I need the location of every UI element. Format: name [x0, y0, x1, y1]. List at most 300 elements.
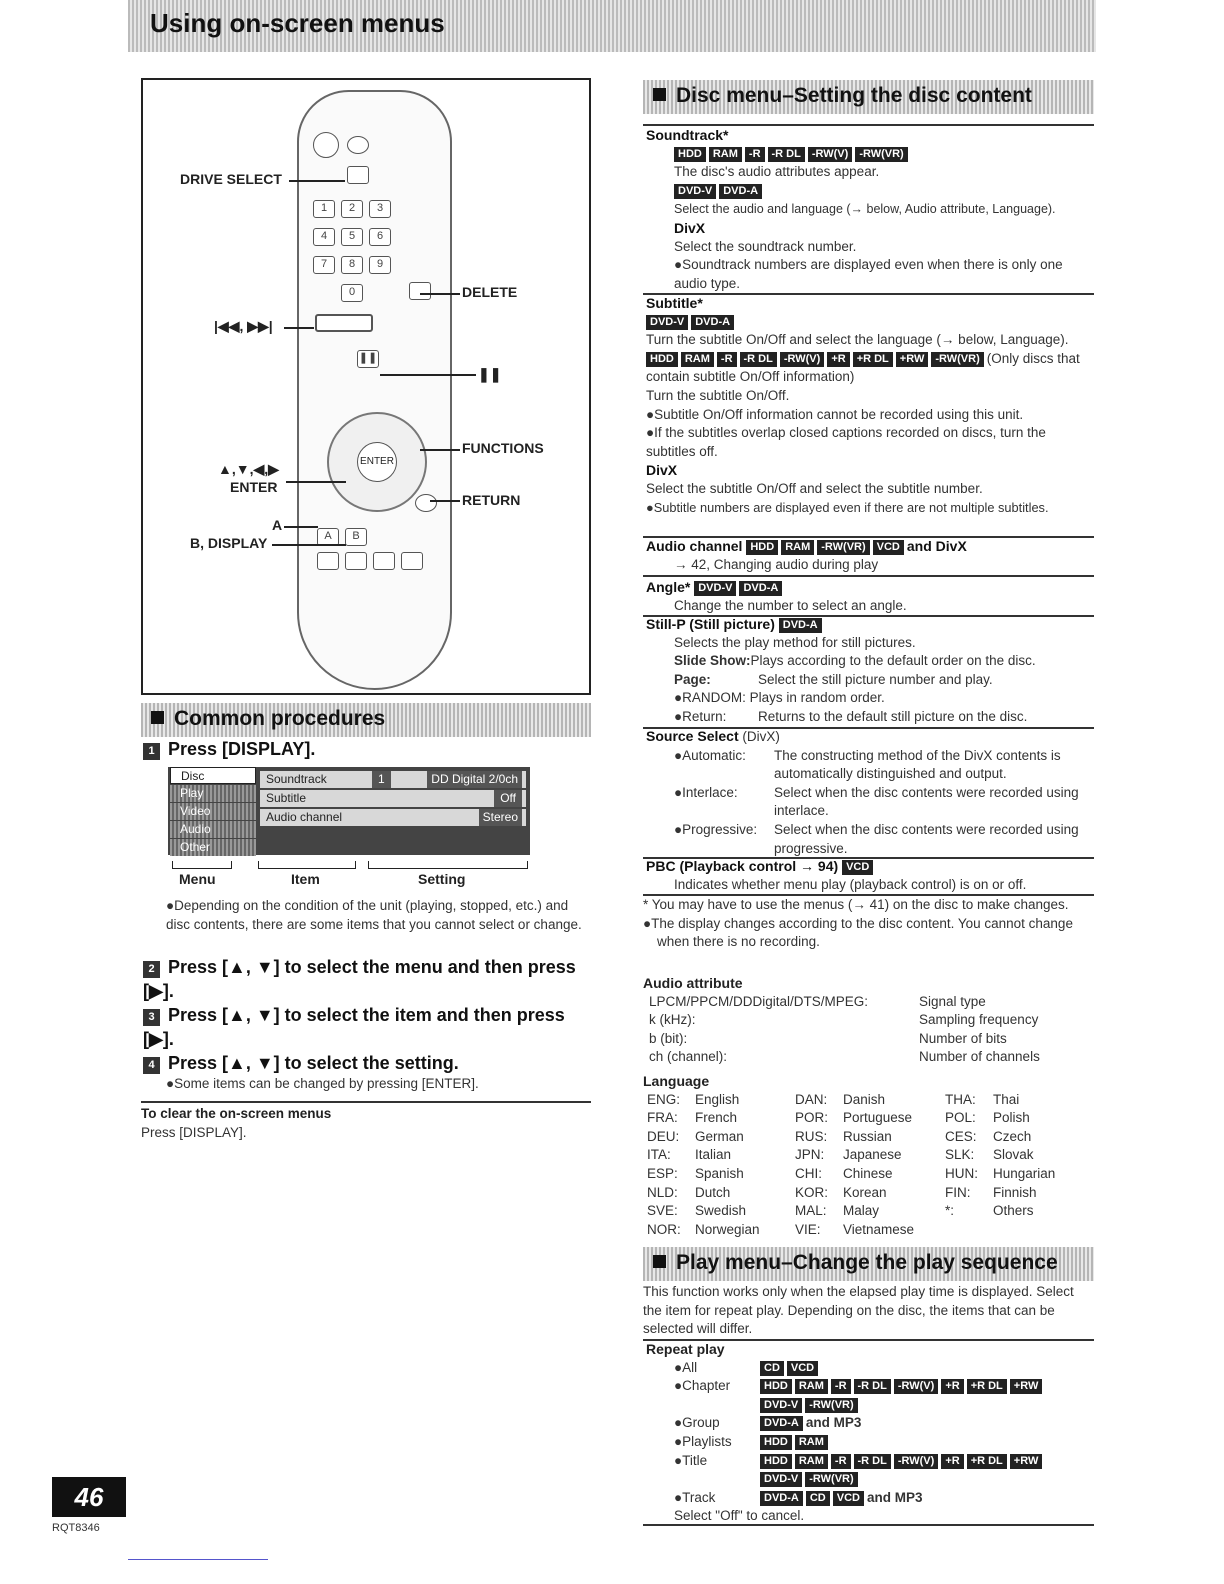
footnotes	[643, 896, 1094, 952]
disc-type-badge: VCD	[873, 540, 904, 555]
step-text: Press [▲, ▼] to select the menu and then press [▶].	[143, 957, 576, 1001]
disc-type-badge: +R	[941, 1379, 963, 1394]
disc-type-badge: CD	[760, 1361, 784, 1376]
on-screen-menu-example	[168, 767, 530, 855]
item-text: Returns to the default still picture on the disc.	[758, 708, 1028, 724]
repeat-option: ●Title	[674, 1452, 708, 1468]
delete-key	[409, 282, 431, 300]
disc-type-badge: DVD-A	[779, 618, 822, 633]
disc-type-badge: DVD-V	[674, 184, 716, 199]
disc-type-badge: RAM	[709, 147, 742, 162]
language-row	[647, 1165, 1083, 1184]
repeat-option: ●Track	[674, 1489, 716, 1505]
step-number-icon: 2	[143, 961, 160, 978]
language-name: Italian	[695, 1147, 732, 1163]
disc-type-badge: DVD-A	[739, 581, 782, 596]
disc-type-badge: -R	[745, 147, 765, 162]
language-name: Russian	[843, 1128, 892, 1144]
item-text: and DivX	[906, 538, 967, 554]
legend-menu: Menu	[179, 871, 216, 887]
key-label: Page:	[674, 671, 711, 687]
item-text: Select the still picture number and play.	[758, 671, 993, 687]
bracket-setting	[368, 861, 528, 869]
disc-type-badge: +R DL	[967, 1454, 1007, 1469]
disc-type-badge: -RW(VR)	[931, 352, 983, 367]
pause-key: ❚❚	[357, 350, 379, 368]
language-row	[647, 1184, 1083, 1203]
osd-value: Off	[494, 790, 522, 807]
key-9: 9	[369, 256, 391, 274]
step-number-icon: 4	[143, 1057, 160, 1074]
badges	[760, 1452, 1045, 1471]
key-extra-3	[373, 552, 395, 570]
language-name: Thai	[993, 1091, 1020, 1107]
key-3: 3	[369, 200, 391, 218]
disc-type-badge: HDD	[760, 1379, 792, 1394]
play-menu-heading	[643, 1247, 1094, 1281]
disc-type-badge: VCD	[842, 860, 873, 875]
badges	[760, 1414, 806, 1433]
item-text: ●Soundtrack numbers are displayed even when there is only one audio type.	[674, 257, 1063, 291]
key-2: 2	[341, 200, 363, 218]
key-5: 5	[341, 228, 363, 246]
divider	[643, 575, 1094, 577]
repeat-option: ●All	[674, 1359, 698, 1375]
callout-return: RETURN	[462, 492, 521, 508]
key-extra-4	[401, 552, 423, 570]
osd-menu-play: Play	[170, 785, 256, 802]
footnote: ●The display changes according to the disc content. You cannot change when there is no recording.	[643, 915, 1073, 950]
disc-type-badge: -RW(V)	[894, 1454, 938, 1469]
disc-type-badge: -R	[831, 1379, 851, 1394]
key-8: 8	[341, 256, 363, 274]
attribute-row	[643, 993, 1094, 1012]
power-button-icon	[313, 132, 339, 158]
item-text: Select "Off" to cancel.	[674, 1508, 805, 1524]
soundtrack-block	[646, 126, 1094, 293]
disc-type-badge: HDD	[760, 1435, 792, 1450]
badges	[746, 538, 907, 554]
language-code: POR:	[795, 1110, 829, 1126]
item-title: Soundtrack*	[646, 127, 729, 143]
language-name: German	[695, 1128, 744, 1144]
key-extra-1	[317, 552, 339, 570]
language-code: NOR:	[647, 1221, 681, 1237]
badges	[760, 1489, 867, 1508]
leader-line	[380, 374, 476, 376]
item-text: The constructing method of the DivX contents is automatically distinguished and output.	[774, 747, 1061, 782]
osd-value: Stereo	[479, 809, 522, 826]
disc-type-badge: RAM	[795, 1454, 828, 1469]
disc-type-badge: -RW(V)	[808, 147, 852, 162]
item-text: Select the audio and language (→ below, Audio attribute, Language).	[674, 202, 1056, 217]
b-key: B	[345, 528, 367, 546]
language-name: Norwegian	[695, 1221, 760, 1237]
play-menu-intro: This function works only when the elapsed play time is displayed. Select the item for repeat play. Depending on the disc, the items that can be selected will differ.	[643, 1284, 1074, 1337]
language-name: Dutch	[695, 1184, 731, 1200]
language-table	[643, 1072, 1094, 1239]
language-name: Chinese	[843, 1165, 893, 1181]
disc-type-badge: DVD-A	[719, 184, 762, 199]
osd-value: DD Digital 2/0ch	[427, 771, 522, 788]
language-name: English	[695, 1091, 740, 1107]
step-3	[143, 1003, 591, 1051]
disc-type-badge: RAM	[781, 540, 814, 555]
leader-line	[289, 180, 345, 182]
clear-menus-text: Press [DISPLAY].	[141, 1125, 247, 1140]
leader-line	[420, 449, 460, 451]
disc-type-badge: HDD	[646, 352, 678, 367]
badge-row	[674, 145, 1094, 164]
note-conditions: ●Depending on the condition of the unit (playing, stopped, etc.) and disc contents, there are some items that you cannot select or change.	[166, 898, 582, 932]
language-row	[647, 1221, 1083, 1240]
divider	[141, 1101, 591, 1103]
item-text: (Only discs that contain subtitle On/Off information)	[646, 350, 1080, 385]
disc-type-badge: DVD-A	[760, 1491, 803, 1506]
callout-a: A	[272, 517, 283, 533]
attribute-value: Number of channels	[919, 1049, 1040, 1065]
osd-item-subtitle: Subtitle Off	[260, 790, 526, 807]
item-text: Change the number to select an angle.	[674, 597, 907, 613]
item-title: Audio channel	[646, 538, 743, 554]
drive-select-key	[347, 166, 369, 184]
language-name	[993, 1221, 1083, 1240]
attribute-key: b (bit):	[649, 1030, 688, 1046]
badges	[760, 1470, 861, 1489]
attribute-value: Number of bits	[919, 1030, 1007, 1046]
language-code: DAN:	[795, 1091, 828, 1107]
item-title: Subtitle*	[646, 295, 703, 311]
language-code: KOR:	[795, 1184, 829, 1200]
language-code	[945, 1221, 993, 1240]
bracket-menu	[172, 861, 232, 869]
step-number-icon: 1	[143, 743, 160, 760]
language-row	[647, 1202, 1083, 1221]
step-number-icon: 3	[143, 1009, 160, 1026]
page-header	[128, 0, 1096, 52]
leader-line	[430, 500, 460, 502]
osd-item-audio-channel: Audio channel Stereo	[260, 809, 526, 826]
language-code: *:	[945, 1203, 955, 1219]
language-code: NLD:	[647, 1184, 678, 1200]
disc-type-badge: DVD-V	[694, 581, 736, 596]
common-procedures-heading	[141, 703, 591, 737]
language-name: Vietnamese	[843, 1221, 915, 1237]
callout-skip: |◀◀, ▶▶|	[214, 318, 273, 334]
item-text: ●Subtitle numbers are displayed even if there are not multiple subtitles.	[646, 499, 1049, 515]
language-code: ENG:	[647, 1091, 681, 1107]
disc-type-badge: DVD-A	[760, 1416, 803, 1431]
leader-line	[284, 526, 318, 528]
item-title: Still-P (Still picture)	[646, 616, 775, 632]
language-name: Spanish	[695, 1165, 744, 1181]
repeat-option: ●Group	[674, 1415, 720, 1431]
leader-line	[420, 293, 460, 295]
disc-type-badge: +R DL	[853, 352, 893, 367]
key-label: Slide Show:	[674, 653, 751, 669]
section-title: Common procedures	[174, 707, 386, 730]
key-label: ●Automatic:	[674, 747, 746, 763]
disc-type-badge: DVD-V	[760, 1398, 802, 1413]
source-select-block	[646, 727, 1094, 858]
item-text: Select the soundtrack number.	[674, 238, 857, 254]
language-code: CHI:	[795, 1165, 822, 1181]
enter-key: ENTER	[357, 442, 397, 482]
key-7: 7	[313, 256, 335, 274]
disc-type-badge: RAM	[681, 352, 714, 367]
page-title: Using on-screen menus	[150, 8, 445, 38]
disc-button-icon	[347, 136, 369, 154]
callout-functions: FUNCTIONS	[462, 440, 544, 456]
callout-delete: DELETE	[462, 284, 518, 300]
language-row	[647, 1146, 1083, 1165]
osd-menu-video: Video	[170, 803, 256, 820]
disc-type-badge: -RW(VR)	[805, 1398, 857, 1413]
disc-type-badge: -R	[717, 352, 737, 367]
disc-type-badge: +R	[827, 352, 849, 367]
item-title: PBC (Playback control → 94)	[646, 858, 839, 874]
skip-keys	[315, 314, 373, 332]
clear-menus-title: To clear the on-screen menus	[141, 1106, 332, 1121]
key-6: 6	[369, 228, 391, 246]
language-code: FIN:	[945, 1184, 971, 1200]
key-0: 0	[341, 284, 363, 302]
language-name: Finnish	[993, 1184, 1037, 1200]
footnote: * You may have to use the menus (→ 41) on the disc to make changes.	[643, 897, 1069, 912]
disc-type-badge: -R DL	[854, 1454, 891, 1469]
disc-type-badge: -RW(V)	[894, 1379, 938, 1394]
item-text: Selects the play method for still pictures.	[674, 634, 916, 650]
disc-type-badge: -R DL	[740, 352, 777, 367]
subtitle-block	[646, 294, 1094, 517]
disc-type-badge: -RW(VR)	[855, 147, 907, 162]
osd-value: 1	[372, 771, 391, 788]
audio-channel-block	[646, 537, 1094, 574]
language-name: Hungarian	[993, 1165, 1056, 1181]
language-name: Korean	[843, 1184, 887, 1200]
item-text: Select when the disc contents were recorded using interlace.	[774, 784, 1079, 819]
badge-row	[646, 350, 1094, 387]
disc-type-badge: VCD	[787, 1361, 818, 1376]
step-text: Press [▲, ▼] to select the setting.	[168, 1053, 459, 1073]
language-code: ITA:	[647, 1147, 671, 1163]
language-row	[647, 1128, 1083, 1147]
item-text: Indicates whether menu play (playback control) is on or off.	[674, 876, 1027, 892]
attribute-row	[643, 1030, 1094, 1049]
item-text: ●If the subtitles overlap closed captions recorded on discs, turn the subtitles off.	[646, 425, 1046, 459]
disc-type-badge: HDD	[746, 540, 778, 555]
language-code: THA:	[945, 1091, 976, 1107]
page-number: 46	[52, 1477, 126, 1517]
step-1	[143, 737, 315, 761]
divx-label: DivX	[674, 219, 706, 236]
language-name: French	[695, 1110, 738, 1126]
attribute-value: Sampling frequency	[919, 1012, 1039, 1028]
attribute-row	[643, 1048, 1094, 1067]
disc-type-badge: -RW(VR)	[817, 540, 869, 555]
disc-type-badge: RAM	[795, 1435, 828, 1450]
language-code: HUN:	[945, 1165, 978, 1181]
attribute-value: Signal type	[919, 993, 986, 1009]
disc-type-badge: DVD-V	[646, 315, 688, 330]
language-code: VIE:	[795, 1221, 821, 1237]
disc-type-badge: -RW(VR)	[805, 1472, 857, 1487]
callout-b-display: B, DISPLAY	[190, 535, 268, 551]
section-title: Disc menu–Setting the disc content	[676, 84, 1032, 107]
badge-row	[646, 313, 1094, 332]
language-name: Japanese	[843, 1147, 902, 1163]
key-label: ●Progressive:	[674, 821, 758, 837]
disc-type-badge: HDD	[674, 147, 706, 162]
language-code: RUS:	[795, 1128, 828, 1144]
still-picture-block	[646, 615, 1094, 727]
item-title: Angle*	[646, 579, 691, 595]
disc-type-badge: +RW	[1010, 1454, 1043, 1469]
osd-menu-audio: Audio	[170, 821, 256, 838]
footer-link-line	[128, 1559, 268, 1560]
disc-type-badge: RAM	[795, 1379, 828, 1394]
language-name: Slovak	[993, 1147, 1034, 1163]
item-text: and MP3	[805, 1415, 862, 1431]
key-extra-2	[345, 552, 367, 570]
repeat-option: ●Playlists	[674, 1433, 732, 1449]
attribute-key: ch (channel):	[649, 1049, 728, 1065]
disc-type-badge: -RW(V)	[780, 352, 824, 367]
item-text: Turn the subtitle On/Off and select the language (→ below, Language).	[646, 332, 1069, 348]
disc-type-badge: HDD	[760, 1454, 792, 1469]
disc-type-badge: CD	[806, 1491, 830, 1506]
item-text: Select the subtitle On/Off and select the subtitle number.	[646, 480, 983, 496]
leader-line	[286, 481, 346, 483]
disc-type-badge: VCD	[833, 1491, 864, 1506]
language-code: SVE:	[647, 1203, 678, 1219]
legend-setting: Setting	[418, 871, 466, 887]
language-code: MAL:	[795, 1203, 827, 1219]
language-code: CES:	[945, 1128, 977, 1144]
note-enter: ●Some items can be changed by pressing [ENTER].	[166, 1076, 479, 1091]
osd-menu-other: Other	[170, 839, 256, 856]
repeat-play-block	[646, 1340, 1094, 1526]
callout-pause: ❚❚	[478, 366, 502, 382]
badges	[842, 858, 876, 874]
item-text: and MP3	[866, 1489, 923, 1505]
language-name: Danish	[843, 1091, 886, 1107]
step-text: Press [DISPLAY].	[168, 739, 316, 759]
item-text: ●RANDOM: Plays in random order.	[674, 690, 885, 706]
item-text: Turn the subtitle On/Off.	[646, 387, 790, 403]
attribute-key: k (kHz):	[649, 1012, 696, 1028]
item-text: ●Subtitle On/Off information cannot be recorded using this unit.	[646, 406, 1024, 422]
disc-type-badge: -R	[831, 1454, 851, 1469]
item-title: Repeat play	[646, 1341, 725, 1357]
item-text: The disc's audio attributes appear.	[674, 164, 880, 180]
pbc-block	[646, 857, 1094, 894]
a-key: A	[317, 528, 339, 546]
badges	[760, 1377, 1045, 1396]
language-code: DEU:	[647, 1128, 680, 1144]
attribute-key: LPCM/PPCM/DDDigital/DTS/MPEG:	[649, 993, 869, 1009]
disc-type-badge: DVD-A	[691, 315, 734, 330]
disc-type-badge: DVD-V	[760, 1472, 802, 1487]
osd-menu-disc: Disc	[170, 767, 256, 784]
badges	[694, 579, 785, 595]
language-name: Czech	[993, 1128, 1032, 1144]
language-name: Portuguese	[843, 1110, 913, 1126]
disc-type-badge: +R	[941, 1454, 963, 1469]
document-code: RQT8346	[52, 1522, 100, 1534]
badges	[646, 351, 987, 366]
osd-item-soundtrack: Soundtrack 1 DD Digital 2/0ch	[260, 771, 526, 788]
badges	[760, 1396, 861, 1415]
leader-line	[284, 327, 314, 329]
leader-line	[272, 544, 346, 546]
key-label: ●Return:	[674, 708, 727, 724]
language-code: ESP:	[647, 1165, 678, 1181]
badges	[760, 1359, 821, 1378]
key-4: 4	[313, 228, 335, 246]
attribute-row	[643, 1011, 1094, 1030]
badge-row	[674, 182, 1094, 201]
badges	[760, 1433, 831, 1452]
language-code: SLK:	[945, 1147, 975, 1163]
disc-type-badge: -R DL	[768, 147, 805, 162]
audio-attribute-table	[643, 974, 1094, 1067]
callout-enter: ENTER	[230, 479, 278, 495]
item-text: (DivX)	[742, 729, 780, 744]
disc-type-badge: +RW	[896, 352, 929, 367]
item-text: → 42, Changing audio during play	[674, 556, 879, 572]
language-code: JPN:	[795, 1147, 825, 1163]
language-row	[647, 1109, 1083, 1128]
disc-type-badge: +R DL	[967, 1379, 1007, 1394]
item-title: Source Select	[646, 728, 739, 744]
disc-type-badge: +RW	[1010, 1379, 1043, 1394]
language-name: Others	[993, 1203, 1034, 1219]
language-name: Malay	[843, 1203, 880, 1219]
item-text: Plays according to the default order on the disc.	[750, 653, 1036, 669]
repeat-option: ●Chapter	[674, 1378, 731, 1394]
key-label: ●Interlace:	[674, 784, 738, 800]
language-code: POL:	[945, 1110, 976, 1126]
disc-menu-heading	[643, 80, 1094, 114]
bracket-item	[258, 861, 356, 869]
table-title: Language	[643, 1073, 710, 1089]
divx-label: DivX	[646, 462, 678, 479]
key-1: 1	[313, 200, 335, 218]
step-text: Press [▲, ▼] to select the item and then press [▶].	[143, 1005, 565, 1049]
table-title: Audio attribute	[643, 975, 743, 991]
disc-type-badge: -R DL	[854, 1379, 891, 1394]
step-4	[143, 1051, 459, 1075]
language-name: Polish	[993, 1110, 1030, 1126]
callout-drive-select: DRIVE SELECT	[180, 171, 282, 187]
step-2	[143, 955, 591, 1003]
language-row	[647, 1091, 1083, 1110]
section-title: Play menu–Change the play sequence	[676, 1251, 1058, 1274]
item-text: Select when the disc contents were recorded using progressive.	[774, 821, 1079, 856]
square-bullet-icon	[151, 711, 164, 724]
angle-block	[646, 578, 1094, 615]
language-code: FRA:	[647, 1110, 678, 1126]
callout-arrows: ▲,▼,◀,▶	[218, 461, 279, 477]
return-key	[415, 494, 437, 512]
square-bullet-icon	[653, 1255, 666, 1268]
square-bullet-icon	[653, 88, 666, 101]
legend-item: Item	[291, 871, 320, 887]
divider	[643, 1524, 1094, 1526]
badges	[779, 616, 825, 632]
language-name: Swedish	[695, 1203, 747, 1219]
